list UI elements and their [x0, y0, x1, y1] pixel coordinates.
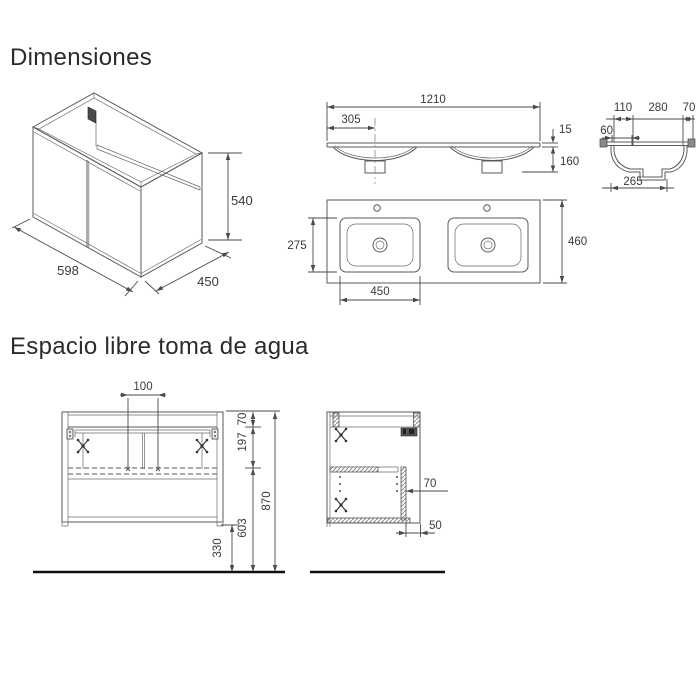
corner-bracket-left-icon — [67, 429, 73, 439]
dim-bowl-base-width: 265 — [623, 176, 643, 188]
dim-bowl-length: 275 — [287, 240, 307, 252]
washbasin-section-body — [600, 139, 695, 180]
dim-back-span: 70 — [682, 102, 696, 114]
hinge-top-icon — [335, 428, 348, 443]
dim-floor-to-cabinet: 330 — [212, 538, 224, 558]
dim-total-height: 870 — [261, 491, 273, 511]
clearance-front-dimensions — [120, 381, 280, 572]
dim-front-span: 110 — [613, 102, 633, 114]
dim-top-rail-height: 70 — [237, 412, 249, 426]
wall-bracket-icon — [88, 107, 96, 123]
dim-total-depth: 460 — [568, 236, 588, 248]
dim-rail-inset: 70 — [423, 478, 437, 490]
dim-pipe-spacing: 100 — [133, 381, 153, 393]
washbasin-plan-body — [327, 200, 540, 283]
dim-cabinet-width: 598 — [57, 263, 79, 278]
clearance-side-view — [300, 388, 465, 583]
drawer-rail-strip — [401, 467, 406, 520]
dim-bowl-depth: 160 — [560, 156, 580, 168]
cabinet-3d-drawing — [8, 85, 268, 300]
drain-right-icon — [484, 241, 492, 249]
dim-countertop-thickness: 15 — [559, 124, 572, 136]
section-title-clearance: Espacio libre toma de agua — [10, 333, 309, 360]
dim-bowl-span: 280 — [648, 102, 668, 114]
drain-left-icon — [376, 241, 384, 249]
faucet-hole-right-icon — [484, 205, 490, 211]
corner-bracket-right-icon — [212, 429, 218, 439]
dim-upper-clearance: 197 — [237, 432, 249, 452]
washbasin-plan-view — [280, 195, 595, 315]
faucet-hole-left-icon — [374, 205, 380, 211]
wall-bracket-side-icon — [401, 428, 417, 436]
dim-bowl-center-offset: 305 — [341, 114, 361, 126]
cabinet-3d-body — [33, 93, 202, 277]
washbasin-section-dimensions-top — [600, 102, 695, 145]
washbasin-plan-dimensions — [287, 200, 587, 305]
dim-total-width: 1210 — [420, 94, 446, 106]
dim-bowl-width: 450 — [370, 286, 390, 298]
dim-lower-clearance: 603 — [237, 518, 249, 538]
cabinet-3d-dimensions — [12, 153, 253, 296]
washbasin-section-view — [588, 93, 700, 205]
clearance-front-body — [62, 398, 223, 526]
washbasin-front-view — [310, 88, 595, 193]
dim-rim-inset: 60 — [600, 125, 613, 137]
dim-cabinet-height: 540 — [231, 193, 253, 208]
dim-back-clearance: 50 — [429, 520, 442, 532]
clearance-front-view — [28, 375, 293, 585]
dim-cabinet-depth: 450 — [197, 274, 219, 289]
section-title-dimensions: Dimensiones — [10, 44, 153, 71]
clearance-side-body — [327, 412, 420, 527]
hinge-bottom-icon — [335, 498, 348, 513]
washbasin-section-dimension-bottom — [602, 176, 674, 192]
